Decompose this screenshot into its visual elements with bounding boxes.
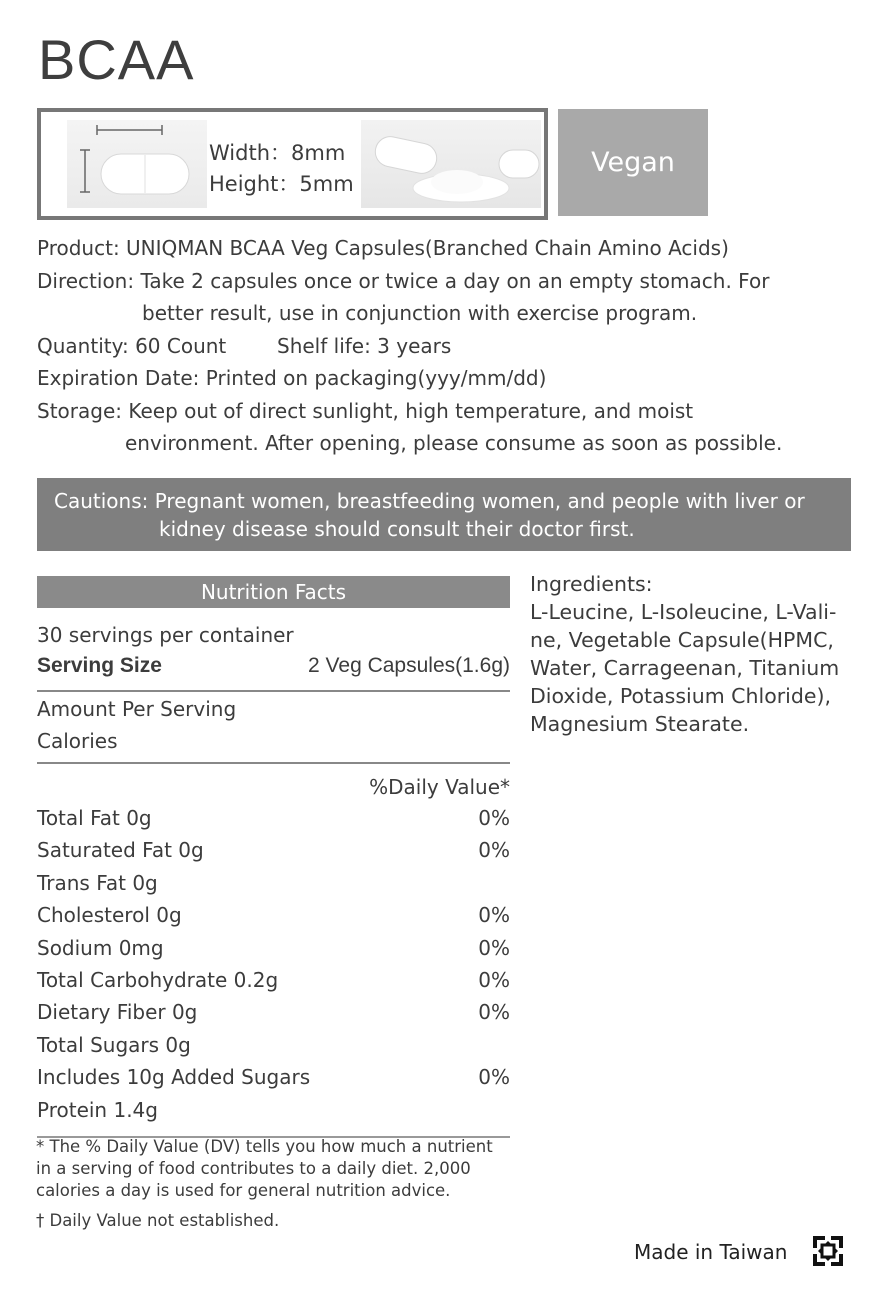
nutrient-daily-value: 0%	[478, 1000, 510, 1025]
footnote-line-2: in a serving of food contributes to a daily diet. 2,000	[36, 1159, 471, 1178]
nutrient-label: Cholesterol 0g	[37, 903, 182, 928]
footnote-line-3: calories a day is used for general nutrition advice.	[36, 1181, 451, 1200]
nutrient-row	[37, 1094, 510, 1126]
capsule-height: Height：5mm	[209, 172, 354, 196]
ingredient-line: Water, Carrageenan, Titanium	[530, 656, 840, 680]
footnote-line-1: * The % Daily Value (DV) tells you how much a nutrient	[36, 1137, 493, 1156]
nutrient-daily-value: 0%	[478, 1065, 510, 1090]
caution-line-2: kidney disease should consult their doctor first.	[159, 517, 635, 541]
ingredient-line: Magnesium Stearate.	[530, 712, 750, 736]
storage-line-2: environment. After opening, please consume as soon as possible.	[125, 431, 783, 455]
nutrient-label: Trans Fat 0g	[37, 870, 158, 895]
nutrient-row	[37, 1061, 510, 1093]
nutrient-row	[37, 1029, 510, 1061]
nutrient-row	[37, 996, 510, 1028]
nutrient-daily-value: 0%	[478, 806, 510, 830]
nutrient-row	[37, 899, 510, 931]
nutrient-label: Total Sugars 0g	[37, 1032, 191, 1057]
page-title: BCAA	[38, 28, 195, 91]
daily-value-header: %Daily Value*	[369, 775, 510, 799]
ingredients-heading: Ingredients:	[530, 572, 653, 596]
calories-label: Calories	[37, 729, 118, 753]
quantity: Quantity: 60 Count	[37, 333, 227, 358]
shelf-life: Shelf life: 3 years	[277, 333, 452, 358]
caution-banner	[37, 478, 851, 551]
nutrient-label: Dietary Fiber 0g	[37, 1000, 198, 1025]
nutrition-facts-header: Nutrition Facts	[37, 576, 510, 608]
recycle-icon	[809, 1232, 847, 1270]
product-line: Product: UNIQMAN BCAA Veg Capsules(Branched Chain Amino Acids)	[37, 236, 729, 260]
nutrient-label: Sodium 0mg	[37, 935, 164, 960]
nutrient-label: Saturated Fat 0g	[37, 838, 204, 863]
nutrient-rows	[37, 802, 510, 1126]
nutrient-label: Total Fat 0g	[37, 806, 152, 830]
footnote-dagger: † Daily Value not established.	[36, 1211, 280, 1230]
nutrient-row	[37, 932, 510, 964]
nutrient-row	[37, 834, 510, 866]
nutrient-daily-value: 0%	[478, 935, 510, 960]
ingredients-block	[530, 570, 850, 738]
nutrition-facts-panel	[37, 576, 510, 1138]
capsule-image	[67, 120, 207, 208]
caution-line-1: Cautions: Pregnant women, breastfeeding women, and people with liver or	[54, 489, 805, 513]
nutrient-label: Total Carbohydrate 0.2g	[37, 967, 279, 992]
ingredient-line: L-Leucine, L-Isoleucine, L-Vali-	[530, 600, 837, 624]
serving-size-value: 2 Veg Capsules(1.6g)	[308, 654, 510, 677]
ingredients-list	[530, 598, 850, 738]
ingredient-line: ne, Vegetable Capsule(HPMC,	[530, 628, 834, 652]
product-details	[37, 232, 782, 460]
vegan-badge: Vegan	[558, 109, 708, 216]
nutrient-label: Includes 10g Added Sugars	[37, 1065, 311, 1090]
capsule-dimensions	[209, 138, 354, 200]
made-in-taiwan: Made in Taiwan	[634, 1240, 788, 1264]
direction-line-2: better result, use in conjunction with exercise program.	[142, 301, 698, 325]
nutrient-daily-value: 0%	[478, 967, 510, 992]
capsule-powder-image	[361, 120, 541, 208]
nutrient-row	[37, 867, 510, 899]
expiration-line: Expiration Date: Printed on packaging(yyy/mm/dd)	[37, 366, 547, 390]
servings-per-container: 30 servings per container	[37, 623, 294, 647]
footnote-daily-value	[36, 1136, 493, 1202]
serving-size-row	[37, 651, 510, 681]
capsule-width: Width：8mm	[209, 141, 346, 165]
capsule-spec-box	[37, 108, 548, 220]
ingredient-line: Dioxide, Potassium Chloride),	[530, 684, 831, 708]
storage-line-1: Storage: Keep out of direct sunlight, high temperature, and moist	[37, 398, 694, 423]
nutrient-daily-value: 0%	[478, 903, 510, 928]
serving-size-label: Serving Size	[37, 654, 162, 677]
direction-line-1: Direction: Take 2 capsules once or twice a day on an empty stomach. For	[37, 268, 770, 293]
nutrient-row	[37, 802, 510, 834]
nutrient-label: Protein 1.4g	[37, 1097, 158, 1122]
nutrient-daily-value: 0%	[478, 838, 510, 863]
nutrient-row	[37, 964, 510, 996]
amount-per-serving: Amount Per Serving	[37, 697, 237, 721]
quantity-shelf-line	[37, 330, 782, 363]
